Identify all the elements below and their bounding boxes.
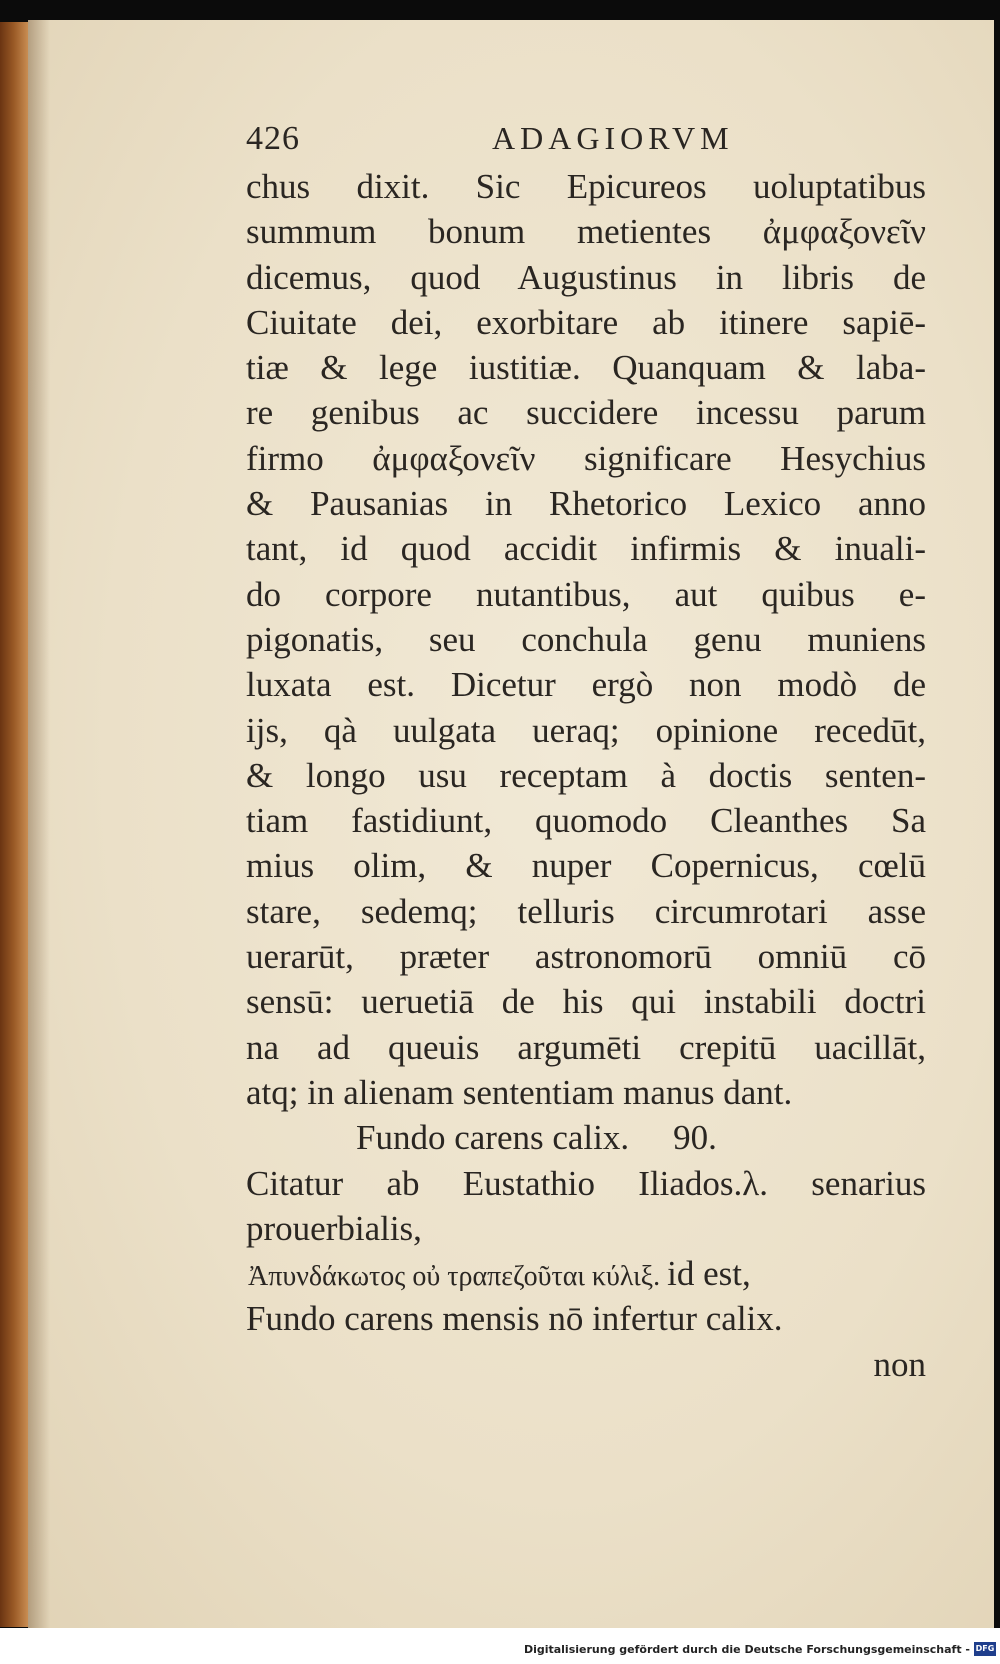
greek-quote-line bbox=[246, 1251, 926, 1296]
text-line: ijs, qà uulgata ueraq; opinione recedūt, bbox=[246, 710, 926, 750]
text-block bbox=[246, 118, 926, 1387]
running-head: ADAGIORVM bbox=[492, 120, 734, 156]
text-line: uerarūt, præter astronomorū omniū cō bbox=[246, 937, 926, 977]
dfg-logo: DFG bbox=[974, 1642, 996, 1656]
text-line: atq; in alienam sententiam manus dant. bbox=[246, 1072, 793, 1112]
text-line: pigonatis, seu conchula genu muniens bbox=[246, 619, 926, 659]
text-line: na ad queuis argumēti crepitū uacillāt, bbox=[246, 1027, 926, 1067]
page-number: 426 bbox=[246, 120, 300, 157]
adage-title: Fundo carens calix. bbox=[356, 1118, 630, 1158]
translation-line: Fundo carens mensis nō infertur calix. bbox=[246, 1299, 783, 1339]
catchword: non bbox=[873, 1344, 926, 1384]
text-line: stare, sedemq; telluris circumrotari asse bbox=[246, 891, 926, 931]
text-line: Citatur ab Eustathio Iliados.λ. senarius bbox=[246, 1163, 926, 1203]
gutter-shadow bbox=[28, 20, 50, 1628]
digitization-credit: Digitalisierung gefördert durch die Deutsche Forschungsgemeinschaft - bbox=[523, 1643, 970, 1656]
text-line: re genibus ac succidere incessu parum bbox=[246, 393, 926, 433]
text-line: tant, id quod accidit infirmis & inuali- bbox=[246, 529, 926, 569]
text-line: luxata est. Dicetur ergò non modò de bbox=[246, 665, 926, 705]
text-line: tiam fastidiunt, quomodo Cleanthes Sa bbox=[246, 801, 926, 841]
text-line: dicemus, quod Augustinus in libris de bbox=[246, 257, 926, 297]
text-line: summum bonum metientes ἀμφαξονεῖν bbox=[246, 212, 926, 252]
adage-heading bbox=[246, 1115, 926, 1160]
text-line: sensū: ueruetiā de his qui instabili doctri bbox=[246, 982, 926, 1022]
greek-quote: Ἀπυνδάκωτος οὐ τραπεζοῦται κύλιξ. bbox=[248, 1261, 661, 1293]
text-line: do corpore nutantibus, aut quibus e- bbox=[246, 574, 926, 614]
adage-number: 90. bbox=[673, 1118, 717, 1158]
text-line: chus dixit. Sic Epicureos uoluptatibus bbox=[246, 167, 926, 206]
greek-quote-suffix: id est, bbox=[667, 1254, 751, 1294]
text-line: prouerbialis, bbox=[246, 1208, 422, 1248]
text-line: firmo ἀμφαξονεῖν significare Hesychius bbox=[246, 438, 926, 478]
page-header bbox=[246, 118, 926, 158]
text-line: & Pausanias in Rhetorico Lexico anno bbox=[246, 484, 926, 524]
text-line: mius olim, & nuper Copernicus, cœlū bbox=[246, 846, 926, 886]
body-text bbox=[246, 164, 926, 1387]
text-line: & longo usu receptam à doctis senten- bbox=[246, 755, 926, 795]
text-line: Ciuitate dei, exorbitare ab itinere sapiē- bbox=[246, 302, 926, 342]
text-line: tiæ & lege iustitiæ. Quanquam & laba- bbox=[246, 348, 926, 388]
